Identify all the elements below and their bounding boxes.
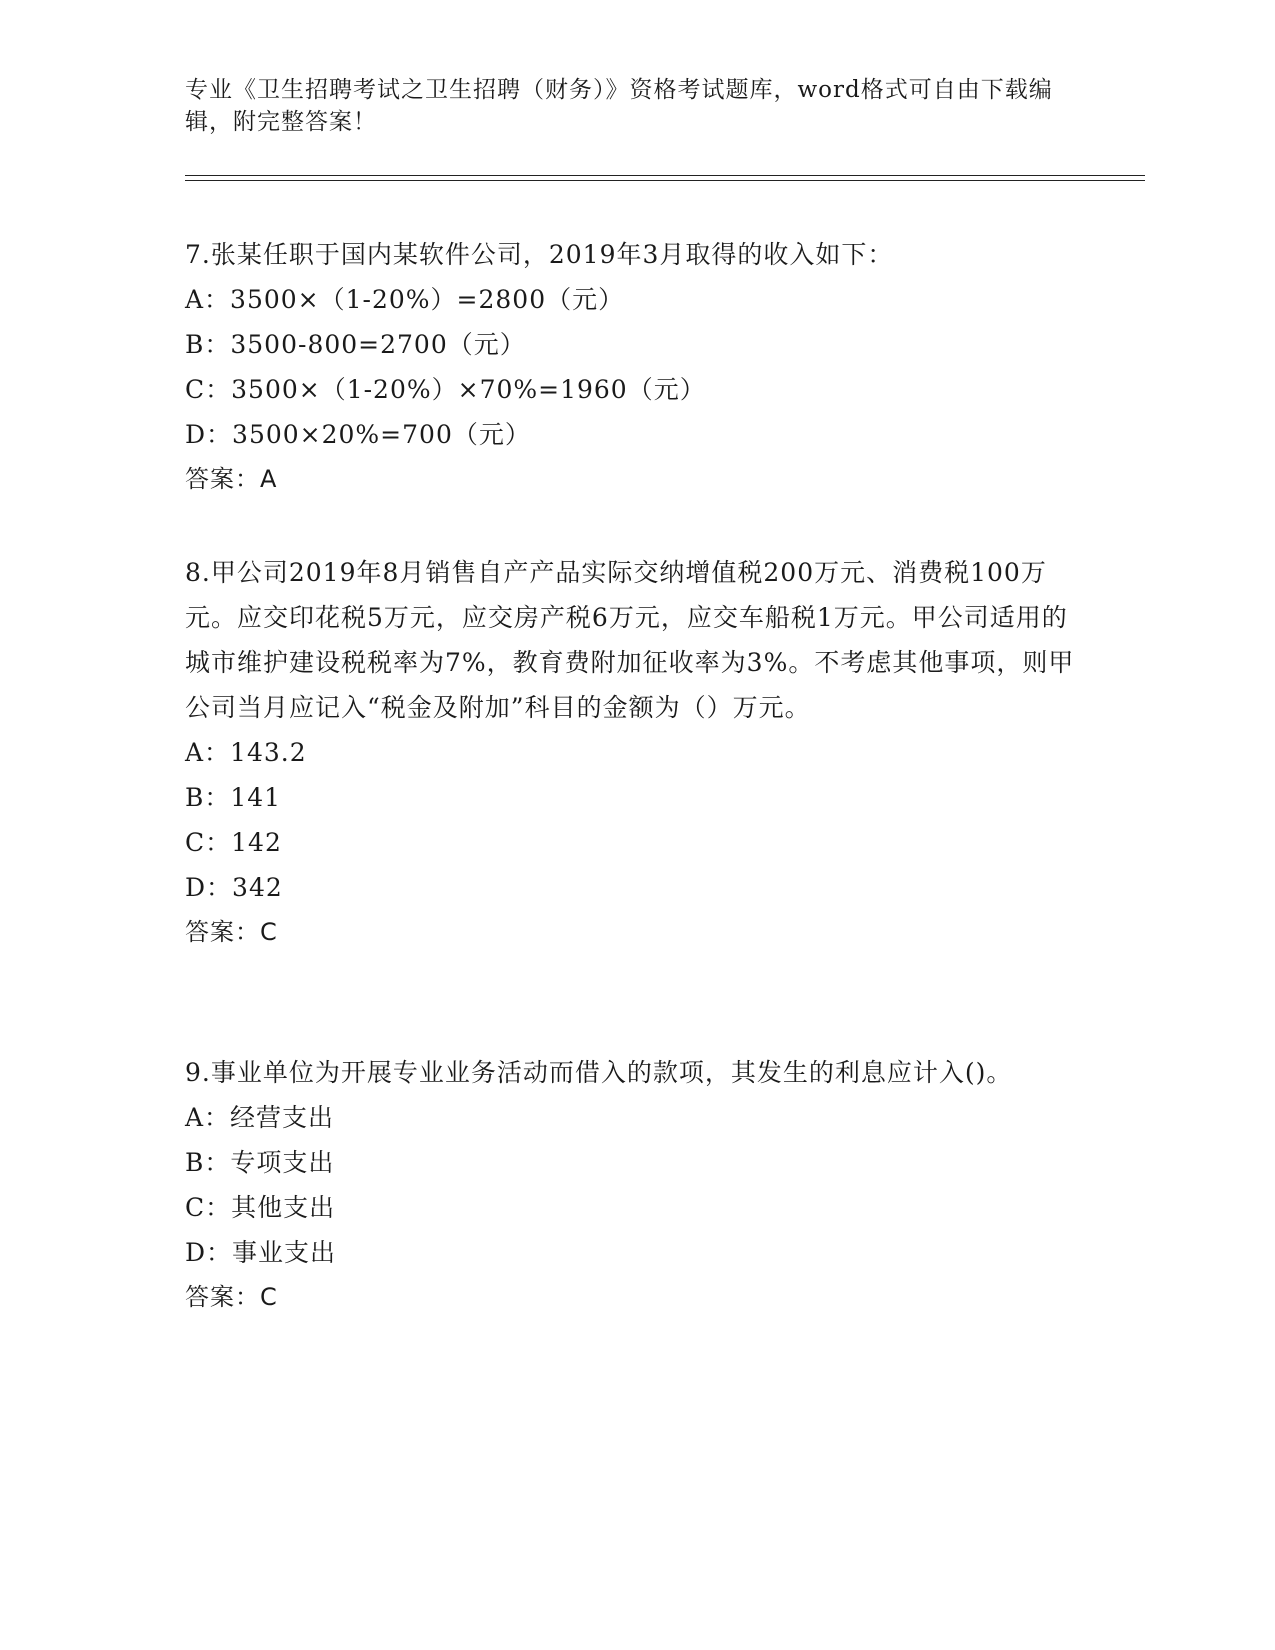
answer: 答案：C: [185, 1283, 278, 1311]
option-b: B：3500-800=2700（元）: [185, 330, 526, 359]
question-stem: 7.张某任职于国内某软件公司，2019年3月取得的收入如下：: [185, 240, 894, 269]
option-a: A：143.2: [185, 738, 307, 767]
answer: 答案：A: [185, 465, 278, 493]
question-7: [185, 232, 1085, 502]
header-divider-top: [185, 175, 1145, 176]
option-b: B：141: [185, 783, 282, 812]
option-c: C：3500×（1-20%）×70%=1960（元）: [185, 375, 706, 404]
option-d: D：3500×20%=700（元）: [185, 420, 531, 449]
option-d: D：342: [185, 873, 283, 902]
option-d: D：事业支出: [185, 1238, 337, 1267]
question-8: [185, 550, 1085, 955]
option-c: C：142: [185, 828, 282, 857]
option-a: A：经营支出: [185, 1103, 335, 1132]
option-a: A：3500×（1-20%）=2800（元）: [185, 285, 625, 314]
answer: 答案：C: [185, 918, 278, 946]
header-divider-bottom: [185, 180, 1145, 181]
document-header: 专业《卫生招聘考试之卫生招聘（财务）》资格考试题库，word格式可自由下载编辑，附完整答案！: [185, 77, 1053, 135]
question-stem: 9.事业单位为开展专业业务活动而借入的款项，其发生的利息应计入()。: [185, 1058, 1013, 1087]
option-b: B：专项支出: [185, 1148, 335, 1177]
question-9: [185, 1050, 1085, 1320]
question-stem: 8.甲公司2019年8月销售自产产品实际交纳增值税200万元、消费税100万元。应交印花税5万元，应交房产税6万元，应交车船税1万元。甲公司适用的城市维护建设税税率为7%，教育费附加征收率为3%。不考虑其他事项，则甲公司当月应记入“税金及附加”科目的金额为（）万元。: [185, 558, 1075, 722]
option-c: C：其他支出: [185, 1193, 336, 1222]
